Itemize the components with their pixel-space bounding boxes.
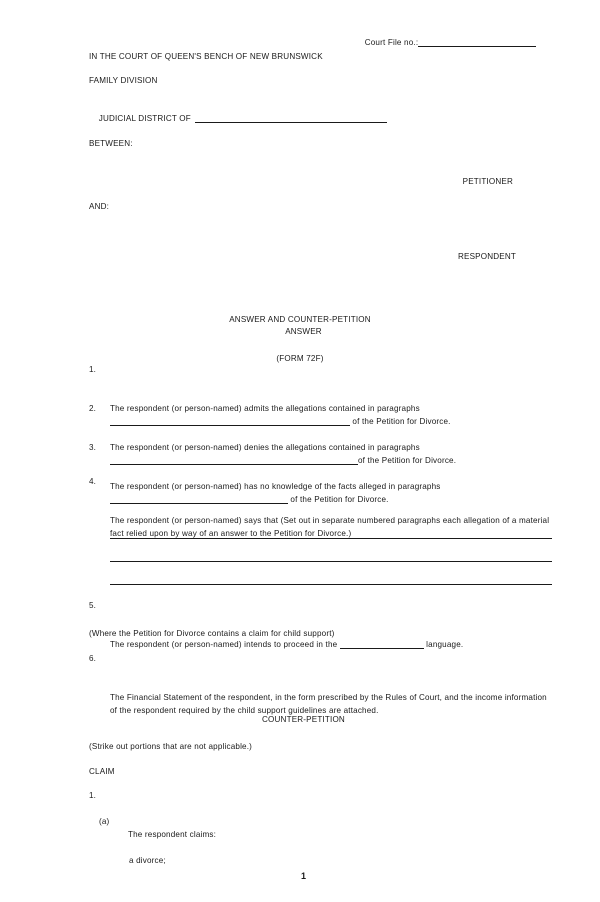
answer-item-3-text-after: of the Petition for Divorce.	[288, 495, 389, 504]
court-name-line: IN THE COURT OF QUEEN'S BENCH OF NEW BRUNSWICK	[89, 52, 323, 61]
answer-item-2-text: The respondent (or person-named) denies the allegations contained in paragraphs	[110, 443, 420, 452]
answer-item-6	[89, 652, 554, 743]
division-line: FAMILY DIVISION	[89, 76, 158, 85]
answer-item-6-text: The Financial Statement of the respondent, in the form prescribed by the Rules of Court, and the income information of the respondent required by the child support guidelines are attached.	[110, 693, 550, 715]
court-file-blank[interactable]	[418, 46, 536, 47]
page-number: 1	[300, 871, 306, 881]
claim-sub-item-a	[99, 815, 399, 893]
answer-item-5-number: 5.	[89, 601, 97, 610]
and-label: AND:	[89, 202, 110, 211]
answer-item-4-write-line-2[interactable]	[110, 561, 552, 562]
court-file-number-line	[355, 23, 536, 62]
answer-item-4-text: The respondent (or person-named) says that (Set out in separate numbered paragraphs each allegation of a material fact relied upon by way of an answer to the Petition for Divorce.)	[110, 516, 552, 538]
petitioner-label: PETITIONER	[462, 177, 513, 186]
form-title-line1: ANSWER AND COUNTER-PETITION	[229, 315, 371, 324]
claim-sub-item-a-label: (a)	[99, 817, 110, 826]
answer-item-4	[89, 475, 555, 566]
answer-item-4-write-line-3[interactable]	[110, 584, 552, 585]
answer-item-1-text-after: of the Petition for Divorce.	[350, 417, 451, 426]
answer-item-5-text: The respondent (or person-named) intends to proceed in the	[110, 640, 340, 649]
between-label: BETWEEN:	[89, 139, 133, 148]
answer-item-3-text: The respondent (or person-named) has no knowledge of the facts alleged in paragraphs	[110, 482, 441, 491]
judicial-district-label: JUDICIAL DISTRICT OF	[98, 114, 191, 123]
child-support-note: (Where the Petition for Divorce contains a claim for child support)	[89, 629, 335, 638]
claim-item-1-number: 1.	[89, 791, 97, 800]
answer-item-5-text-after: language.	[423, 640, 464, 649]
respondent-label: RESPONDENT	[457, 252, 516, 261]
judicial-district-line	[89, 99, 387, 138]
answer-item-1-number: 1.	[89, 365, 97, 374]
answer-item-2-text-after: of the Petition for Divorce.	[358, 456, 457, 465]
strike-out-note: (Strike out portions that are not applicable.)	[89, 742, 253, 751]
answer-item-1-text: The respondent (or person-named) admits the allegations contained in paragraphs	[110, 404, 420, 413]
court-file-label: Court File no.:	[364, 38, 419, 47]
answer-item-4-number: 4.	[89, 477, 97, 486]
claim-item-1-text: The respondent claims:	[128, 830, 217, 839]
section-heading-counter-petition: COUNTER-PETITION	[262, 715, 345, 724]
answer-item-3-number: 3.	[89, 443, 97, 452]
claim-heading: CLAIM	[89, 767, 115, 776]
form-title-line2: (FORM 72F)	[276, 354, 324, 363]
section-heading-answer: ANSWER	[285, 327, 322, 336]
answer-item-2-number: 2.	[89, 404, 97, 413]
answer-item-5-language-blank[interactable]	[340, 648, 424, 649]
answer-item-4-write-line-1[interactable]	[110, 538, 552, 539]
answer-item-6-number: 6.	[89, 654, 97, 663]
judicial-district-blank[interactable]	[195, 122, 387, 123]
claim-sub-item-a-text: a divorce;	[129, 856, 166, 865]
